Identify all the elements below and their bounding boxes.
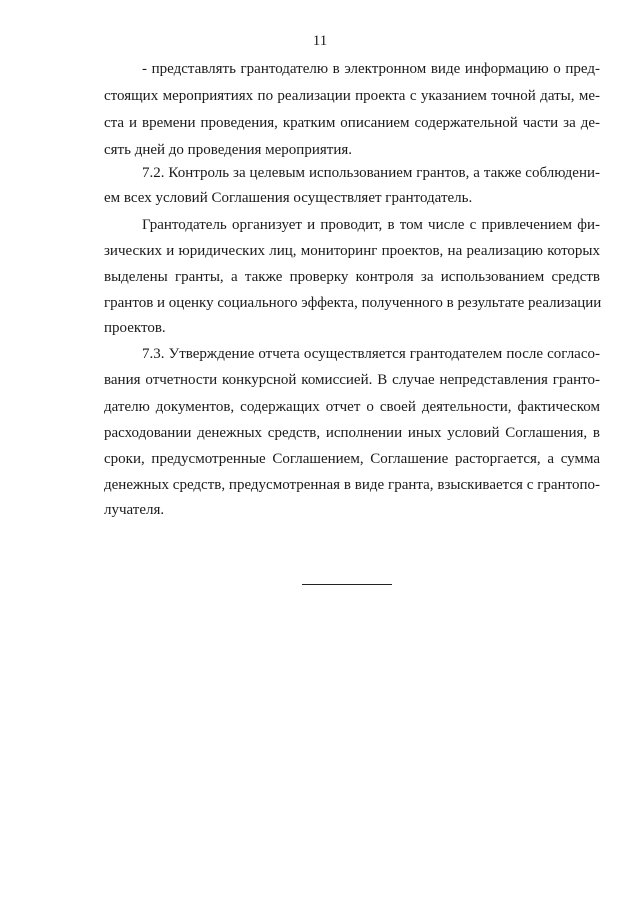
paragraph-2-line-1: 7.2. Контроль за целевым использованием грантов, а также соблюдени- (142, 165, 600, 181)
paragraph-4-line-5: сроки, предусмотренные Соглашением, Соглашение расторгается, а сумма (104, 451, 600, 467)
paragraph-4-line-2: вания отчетности конкурсной комиссией. В случае непредставления гранто- (104, 372, 600, 388)
page-number: 11 (312, 33, 328, 49)
paragraph-4-line-3: дателю документов, содержащих отчет о своей деятельности, фактическом (104, 399, 600, 415)
paragraph-2-line-2: ем всех условий Соглашения осуществляет грантодатель. (104, 190, 473, 206)
paragraph-3-line-3: выделены гранты, а также проверку контроля за использованием средств (104, 269, 600, 285)
paragraph-3-line-4: грантов и оценку социального эффекта, полученного в результате реализации (104, 295, 602, 311)
paragraph-3-line-2: зических и юридических лиц, мониторинг проектов, на реализацию которых (104, 243, 600, 259)
paragraph-1-line-1: - представлять грантодателю в электронном виде информацию о пред- (142, 61, 600, 77)
paragraph-4-line-1: 7.3. Утверждение отчета осуществляется грантодателем после согласо- (142, 346, 600, 362)
end-separator-line (302, 584, 392, 585)
paragraph-1-line-3: ста и времени проведения, кратким описанием содержательной части за де- (104, 115, 600, 131)
paragraph-3-line-1: Грантодатель организует и проводит, в том числе с привлечением фи- (142, 217, 600, 233)
paragraph-4-line-7: лучателя. (104, 502, 165, 518)
paragraph-4-line-4: расходовании денежных средств, исполнении иных условий Соглашения, в (104, 425, 600, 441)
paragraph-4-line-6: денежных средств, предусмотренная в виде гранта, взыскивается с грантопо- (104, 477, 600, 493)
paragraph-3-line-5: проектов. (104, 320, 166, 336)
paragraph-1-line-4: сять дней до проведения мероприятия. (104, 142, 352, 158)
paragraph-1-line-2: стоящих мероприятиях по реализации проекта с указанием точной даты, ме- (104, 88, 600, 104)
